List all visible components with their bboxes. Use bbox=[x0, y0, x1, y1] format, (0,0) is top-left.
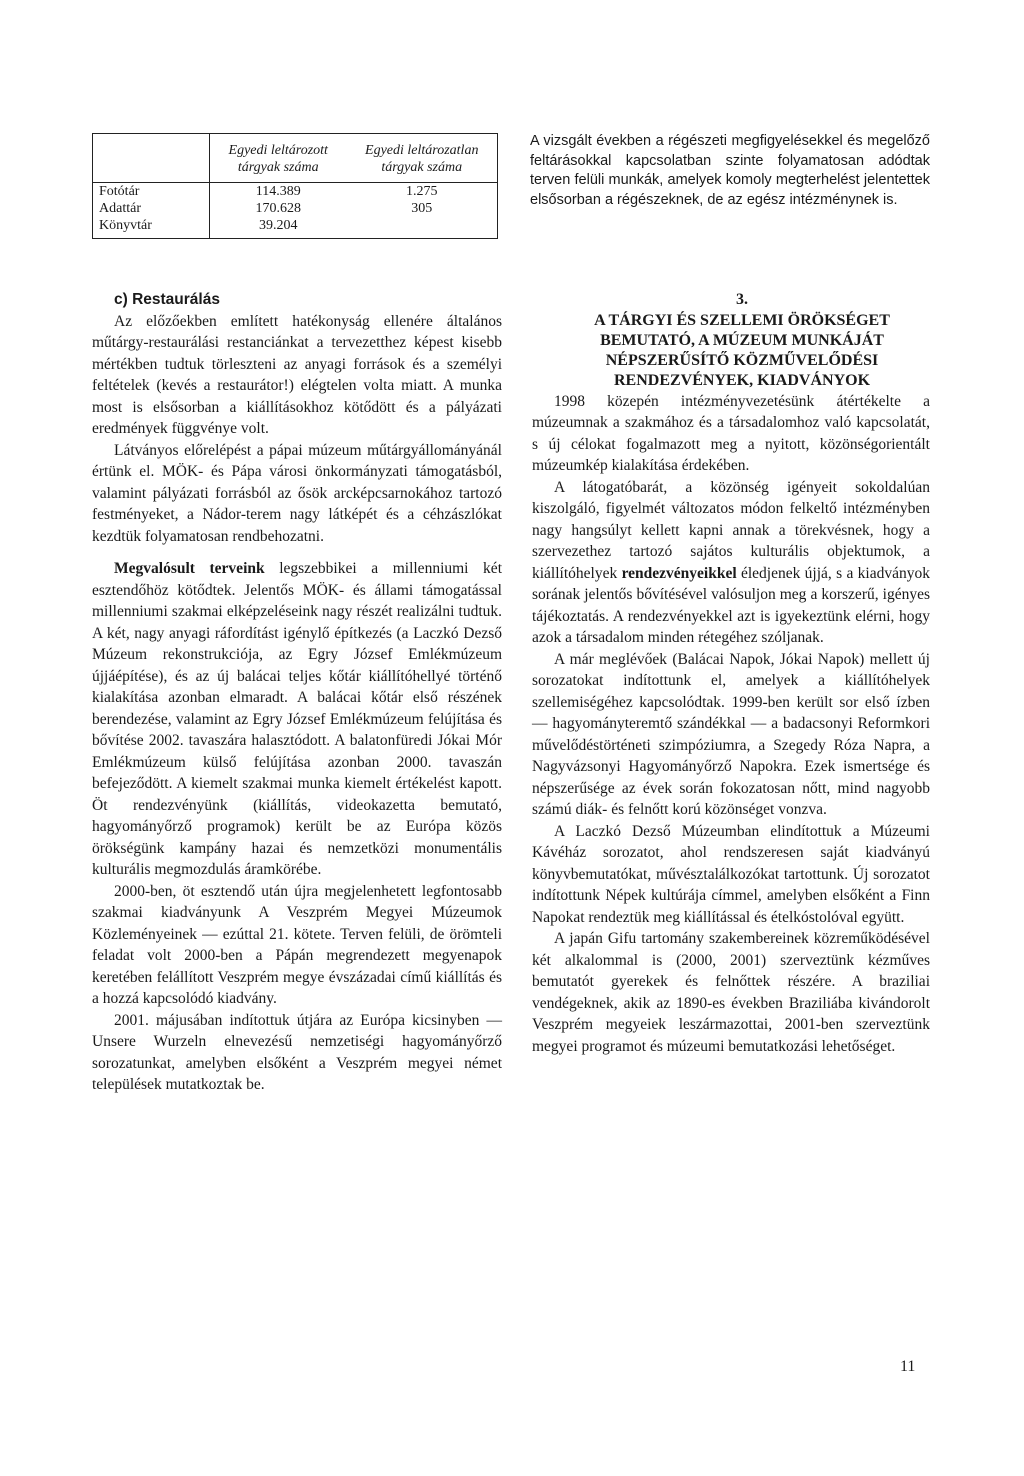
row-value-uninventoried: 305 bbox=[411, 201, 433, 216]
paragraph: A már meglévőek (Balácai Napok, Jókai Napok) mellett új sorozatokat indítottunk el, amelyek a kiállítóhelyek szellemiségéhez kapcsolódtak. 1999-ben került sor első ízben — hagyományteremtő szándékkal — a badacsonyi Reformkori művelődéstörténeti szimpóziumra, a Szegedy Róza Napra, a Nagyvázsonyi Hagyományőrző Napokra. Ezek ismertsége és népszerűsége az évek során fokozatosan nőtt, mind nagyobb számú diák- és felnőtt korú közönséget vonzva. bbox=[532, 650, 930, 818]
chapter-title-line: BEMUTATÓ, A MÚZEUM MUNKÁJÁT bbox=[600, 331, 884, 349]
table-row bbox=[93, 217, 498, 239]
left-column bbox=[92, 289, 502, 1096]
row-value-inventoried: 170.628 bbox=[255, 201, 301, 216]
row-value-uninventoried: 1.275 bbox=[347, 183, 498, 201]
collection-stats-table bbox=[92, 133, 498, 239]
right-column bbox=[532, 289, 930, 1057]
paragraph: A vizsgált években a régészeti megfigyelésekkel és megelőző feltárásokkal kapcsolatban szinte folyamatosan adódtak terven felüli munkák, amelyek komoly megterhelést jelentettek elsősorban a régészeknek, de az egész intézménynek is. bbox=[530, 133, 930, 208]
bold-phrase: Megvalósult terveink bbox=[114, 560, 265, 577]
paragraph: Az előzőekben említett hatékonyság ellenére általános műtárgy-restaurálási restanciánkat a tervezetthez képest kisebb mértékben tudtuk törleszteni az anyagi források és a személyi feltételek (kevés a restaurátor!) elégtelen volta miatt. A munka most is elsősorban a kiállításokhoz kötődött és a pályázati eredmények függvénye volt. bbox=[92, 312, 502, 437]
table-header-row bbox=[93, 134, 498, 183]
chapter-title-line: NÉPSZERŰSÍTŐ KÖZMŰVELŐDÉSI bbox=[605, 351, 879, 369]
bold-phrase: rendezvényeikkel bbox=[621, 564, 737, 582]
row-label: Könyvtár bbox=[93, 217, 210, 239]
page-number: 11 bbox=[900, 1358, 916, 1375]
paragraph: 2000-ben, öt esztendő után újra megjelenhetett legfontosabb szakmai kiadványunk A Veszprém Megyei Múzeumok Közleményeinek — ezúttal 21. kötete. Terven felüli, de örömteli feladat volt 2000-ben a Pápán megrendezett megyenapok keretében felállított Veszprém megye évszázadai című kiállítás és a hozzá kapcsolódó kiadvány. bbox=[92, 882, 502, 1007]
row-value-inventoried: 39.204 bbox=[259, 218, 298, 233]
table-header-inventoried: Egyedi leltározott tárgyak száma bbox=[228, 143, 328, 175]
row-label: Adattár bbox=[93, 200, 210, 217]
paragraph-text: éledjenek újjá, s a kiadványok sorának jelentős bővítésével valósuljon meg a korszerű, igényes tájékoztatás. A rendezvényekkel azt is igyekeztünk elérni, hogy azok a társadalom minden rétegéhez szóljanak. bbox=[532, 564, 930, 646]
paragraph: A Laczkó Dezső Múzeumban elindítottuk a Múzeumi Kávéház sorozatot, ahol rendszeresen saját kiadványú könyvbemutatókat, művésztalálkozókat tartottunk. Új sorozatot indítottunk Népek kultúrája címmel, amelyben elsőként a Finn Napokat rendeztük meg kiállítással és ételkóstolóval együtt. bbox=[532, 822, 930, 926]
chapter-title-line: A TÁRGYI ÉS SZELLEMI ÖRÖKSÉGET bbox=[594, 311, 890, 329]
top-right-paragraph-block bbox=[530, 132, 930, 210]
paragraph-text: A látogatóbarát, a közönség igényeit sokoldalúan kiszolgáló, figyelmét változatos módon felkeltő intézményben nagy hangsúlyt kellett kapni annak a törekvésnek, hogy a szervezethez tartozó sajátos kulturális objektumok, a kiállítóhelyek bbox=[532, 478, 930, 582]
paragraph bbox=[532, 477, 930, 649]
table-row bbox=[93, 183, 498, 201]
row-value-uninventoried bbox=[347, 217, 498, 239]
table-corner-cell bbox=[93, 134, 210, 183]
chapter-number: 3. bbox=[736, 291, 748, 308]
paragraph: 1998 közepén intézményvezetésünk átértékelte a múzeumnak a szakmához és a társadalomhoz való kapcsolatát, s új célokat fogalmazott meg a nyitott, közönségorientált múzeumkép kialakítása érdekében. bbox=[532, 392, 930, 474]
section-heading-restauralas: c) Restaurálás bbox=[114, 291, 220, 308]
row-label: Fotótár bbox=[93, 183, 210, 201]
paragraph: 2001. májusában indítottuk útjára az Európa kicsinyben — Unsere Wurzeln elnevezésű nemzetiségi hagyományőrző sorozatunkat, amelyben elsőként a Veszprém megyei német települések mutatkoztak be. bbox=[92, 1011, 502, 1093]
paragraph: Látványos előrelépést a pápai múzeum műtárgyállományánál értünk el. MÖK- és Pápa városi önkormányzati támogatásból, valamint pályázati forrásból az ősök arcképcsarnokához tartozó festményeket, a Nádor-terem nagy látképét és a céhzászlókat kezdtük folyamatosan rendbehozatni. bbox=[92, 441, 502, 545]
row-value-inventoried: 114.389 bbox=[210, 183, 347, 201]
paragraph-text: legszebbikei a millenniumi két esztendőhöz kötődtek. Jelentős MÖK- és állami támogatással millenniumi szakmai elképzeléseink nagy részét realizálni tudtuk. A két, nagy anyagi ráfordítást igénylő építkezés (a Laczkó Dezső Múzeum rekonstrukciója, az Egry József Emlékmúzeum újjáépítése), és az új balácai teljes kőtár kiállítóhellyé történő kialakítása azonban elmaradt. A balácai kőtár első részének berendezése, valamint az Egry József Emlékmúzeum felújítása és bővítése 2002. tavaszára halasztódott. A balatonfüredi Jókai Mór Emlékmúzeum külső felújítása azonban 2000. tavaszán befejeződött. A kiemelt szakmai munka kiemelt értékelést kapott. Öt rendezvényünk (kiállítás, videokazetta bemutató, hagyományőrző programok) került be az Európa közös örökségünk kampány hazai és nemzetközi monumentális kulturális megmozdulás áramkörébe. bbox=[92, 560, 502, 878]
chapter-title-line: RENDEZVÉNYEK, KIADVÁNYOK bbox=[613, 371, 871, 389]
table-row bbox=[93, 200, 498, 217]
table-header-uninventoried: Egyedi leltározatlan tárgyak száma bbox=[365, 143, 479, 175]
paragraph bbox=[92, 558, 502, 881]
chapter-title bbox=[532, 311, 930, 391]
paragraph: A japán Gifu tartomány szakembereinek közreműködésével két alkalommal is (2000, 2001) szerveztünk kézműves bemutatót gyerekek és felnőttek részére. A braziliai vendégeknek, akik az 1890-es években Braziliába kivándorolt Veszprém megyeiek leszármazottai, 2001-ben szerveztünk megyei programot és múzeumi bemutatkozási lehetőséget. bbox=[532, 930, 930, 1055]
